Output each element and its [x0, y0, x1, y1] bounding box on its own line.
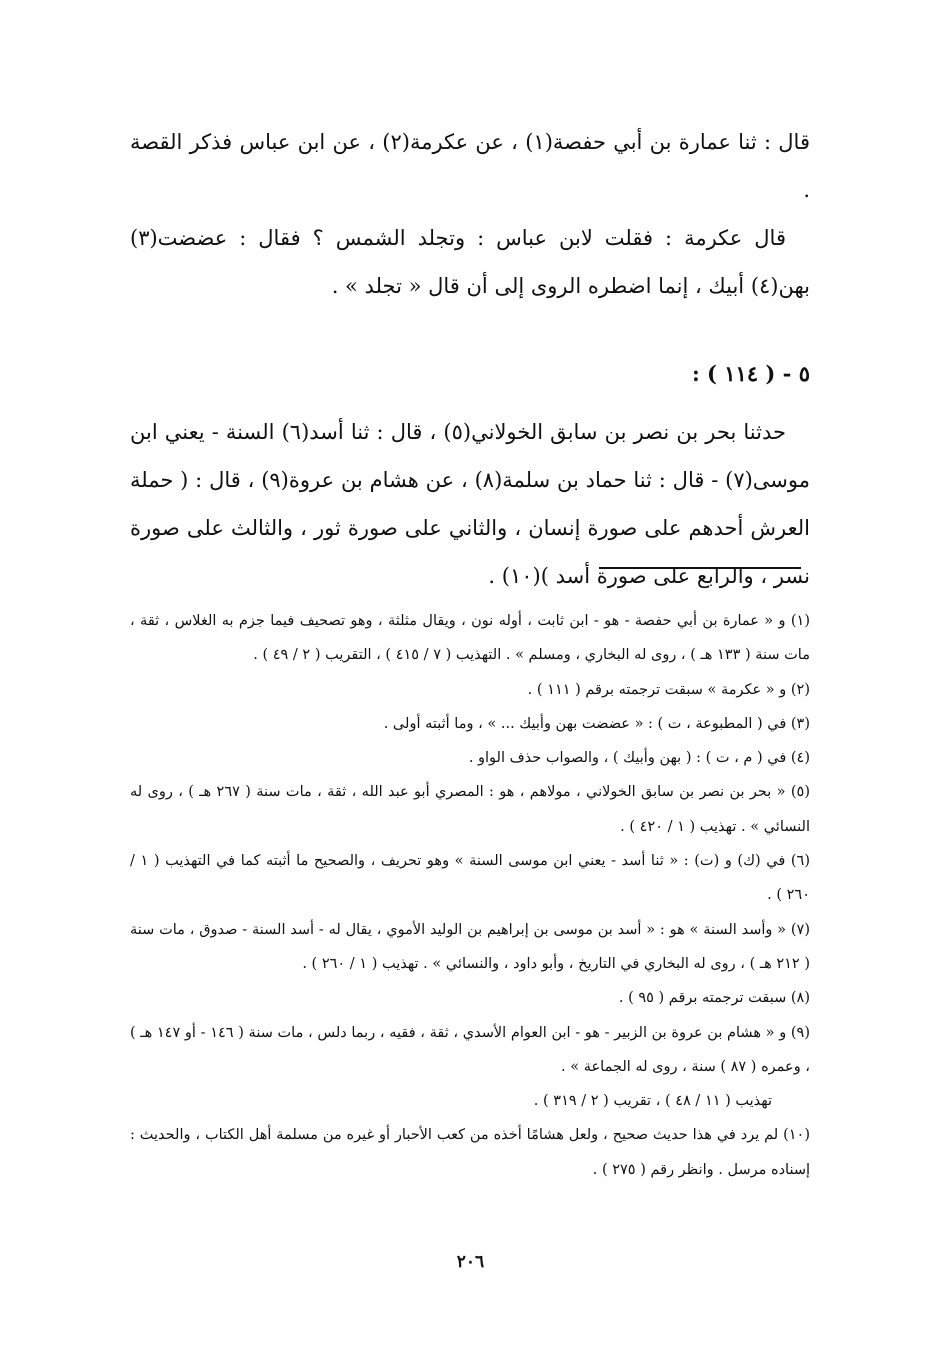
page-number: ٢٠٦	[456, 1252, 485, 1272]
footnote-1: (١) و « عمارة بن أبي حفصة - هو - ابن ثابت ، أوله نون ، ويقال مثلثة ، وهو تصحيف فيما جزم به الغلاس ، ثقة ، مات سنة ( ١٣٣ هـ ) ، روى له البخاري ، ومسلم » . التهذيب ( ٧ / ٤١٥ ) ، التقريب ( ٢ / ٤٩ ) .	[130, 613, 810, 664]
footnote-5: (٥) « بحر بن نصر بن سابق الخولاني ، مولاهم ، هو : المصري أبو عبد الله ، ثقة ، مات سنة ( ٢٦٧ هـ ) ، روى له النسائي » . تهذيب ( ١ / ٤٢٠ ) .	[130, 784, 811, 835]
footnote-7: (٧) « وأسد السنة » هو : « أسد بن موسى بن إبراهيم بن الوليد الأموي ، يقال له - أسد السنة - صدوق ، مات سنة ( ٢١٢ هـ ) ، روى له البخاري في التاريخ ، وأبو داود ، والنسائي » . تهذيب ( ١ / ٢٦٠ ) .	[130, 921, 810, 972]
footnote-8: (٨) سبقت ترجمته برقم ( ٩٥ ) .	[618, 990, 810, 1007]
main-text	[130, 118, 810, 600]
footnote-2: (٢) و « عكرمة » سبقت ترجمته برقم ( ١١١ ) .	[527, 681, 810, 698]
paragraph-1: قال : ثنا عمارة بن أبي حفصة(١) ، عن عكرمة(٢) ، عن ابن عباس فذكر القصة .	[130, 130, 810, 202]
footnotes	[130, 604, 810, 1187]
hadith-heading: ٥ - ( ١١٤ ) :	[691, 361, 810, 386]
footnote-10: (١٠) لم يرد في هذا حديث صحيح ، ولعل هشامًا أخذه من كعب الأحبار أو غيره من مسلمة أهل الكتاب ، والحديث : إسناده مرسل . وانظر رقم ( ٢٧٥ ) .	[130, 1127, 810, 1178]
footnote-3: (٣) في ( المطبوعة ، ت ) : « عضضت بهن وأبيك ... » ، وما أثبته أولى .	[383, 715, 810, 732]
footnote-9: (٩) و « هشام بن عروة بن الزبير - هو - ابن العوام الأسدي ، ثقة ، فقيه ، ربما دلس ، مات سنة ( ١٤٦ - أو ١٤٧ هـ ) ، وعمره ( ٨٧ ) سنة ، روى له الجماعة » .	[130, 1024, 810, 1075]
footnote-6: (٦) في (ك) و (ت) : « ثنا أسد - يعني ابن موسى السنة » وهو تحريف ، والصحيح ما أثبته كما في التهذيب ( ١ / ٢٦٠ ) .	[130, 853, 810, 904]
footnote-4: (٤) في ( م ، ت ) : ( بهن وأبيك ) ، والصواب حذف الواو .	[468, 750, 810, 767]
footnote-separator	[599, 567, 801, 569]
footnote-9-reference: تهذيب ( ١١ / ٤٨ ) ، تقريب ( ٢ / ٣١٩ ) .	[533, 1093, 772, 1110]
hadith-paragraph: حدثنا بحر بن نصر بن سابق الخولاني(٥) ، قال : ثنا أسد(٦) السنة - يعني ابن موسى(٧) - قال : ثنا حماد بن سلمة(٨) ، عن هشام بن عروة(٩) ، قال : ( حملة العرش أحدهم على صورة إنسان ، والثاني على صورة ثور ، والثالث على صورة نسر ، والرابع على صورة أسد )(١٠) .	[130, 420, 810, 588]
paragraph-2: قال عكرمة : فقلت لابن عباس : وتجلد الشمس ؟ فقال : عضضت(٣) بهن(٤) أبيك ، إنما اضطره الروى إلى أن قال « تجلد » .	[130, 226, 810, 298]
